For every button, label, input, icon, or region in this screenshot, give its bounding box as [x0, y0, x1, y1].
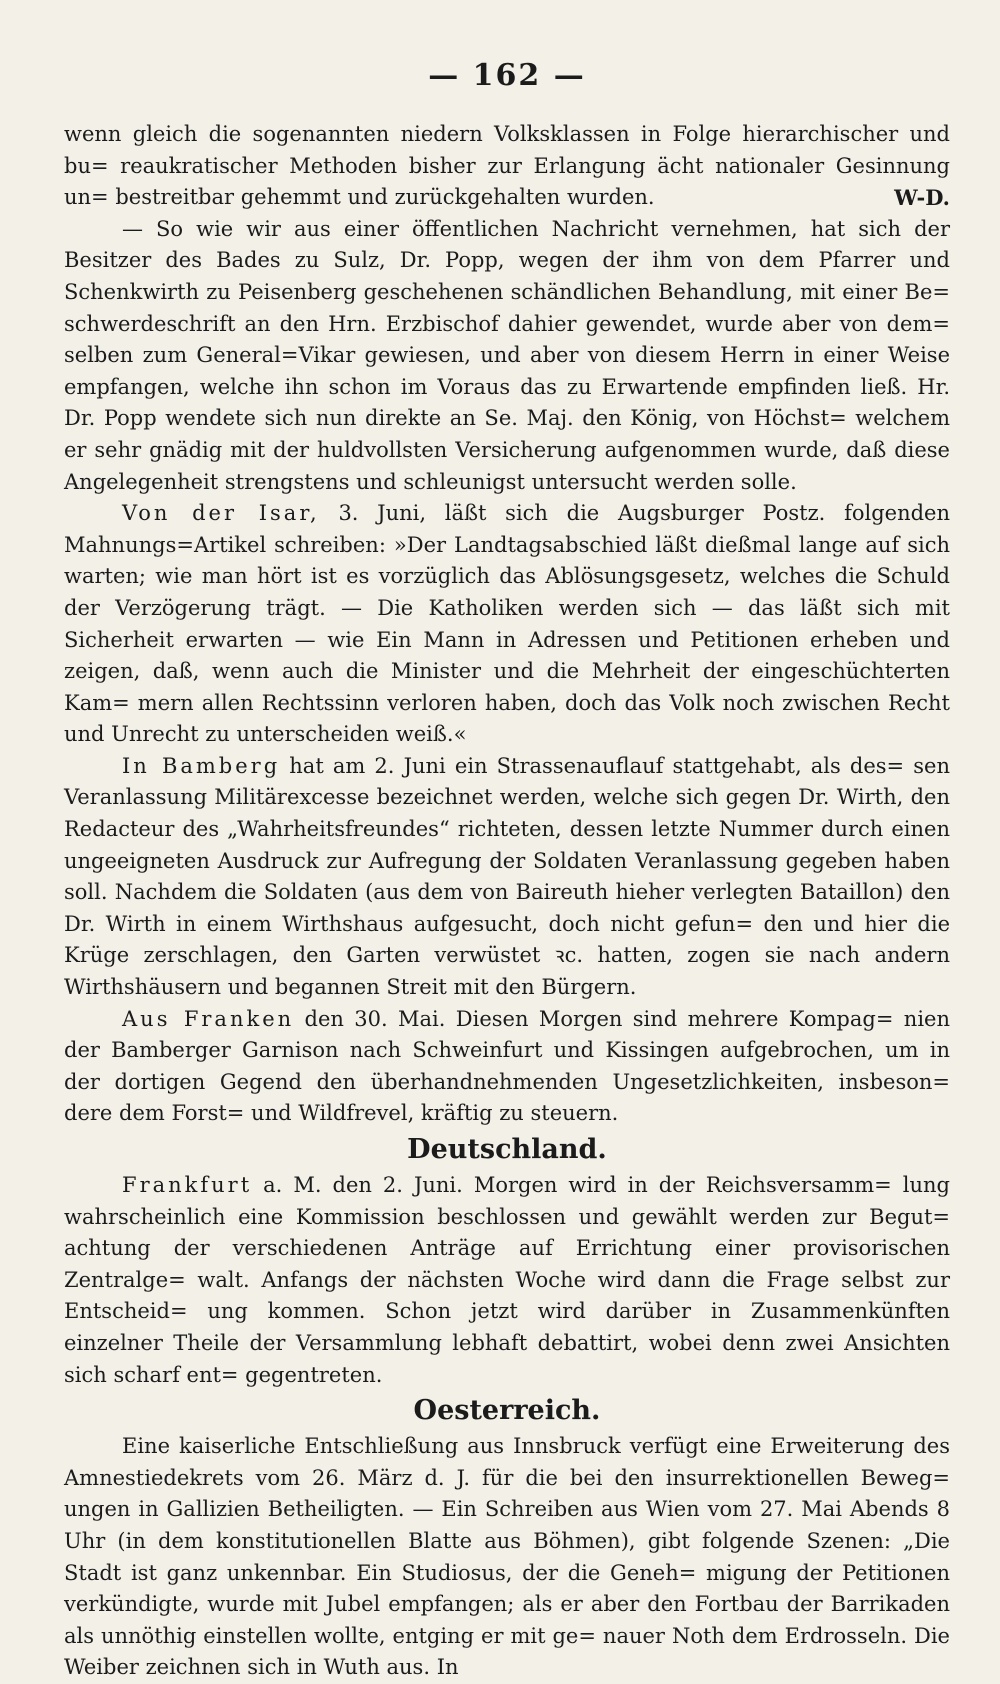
paragraph-continuation	[64, 119, 950, 214]
paragraph-popp	[64, 214, 950, 498]
paragraph-bamberg	[64, 751, 950, 1004]
section-heading-deutschland: Deutschland.	[407, 1134, 607, 1165]
paragraph-text: — So wie wir aus einer öffentlichen Nachricht vernehmen, hat sich der Besitzer des Bades zu Sulz, Dr. Popp, wegen der ihm von dem Pfarrer und Schenkwirth zu Peisenberg geschehenen schändlichen Behandlung, mit einer Be= schwerdeschrift an den Hrn. Erzbischof dahier gewendet, wurde aber von dem= selben zum General=Vikar gewiesen, und aber von diesem Herrn in einer Weise empfangen, welche ihn schon im Voraus das zu Erwartende empfinden ließ. Hr. Dr. Popp wendete sich nun direkte an Se. Maj. den König, von Höchst= welchem er sehr gnädig mit der huldvollsten Versicherung aufgenommen wurde, daß diese Angelegenheit strengstens und schleunigst untersucht werden solle.	[64, 216, 950, 494]
paragraph-oesterreich	[64, 1431, 950, 1684]
paragraph-isar	[64, 498, 950, 751]
dateline: Von der Isar,	[122, 501, 320, 526]
paragraph-frankfurt	[64, 1170, 950, 1391]
section-heading-oesterreich: Oesterreich.	[413, 1395, 601, 1427]
author-signature: W-D.	[894, 185, 950, 211]
paragraph-text: 3. Juni, läßt sich die Augsburger Postz. folgenden Mahnungs=Artikel schreiben: »Der Landtagsabschied läßt dießmal lange auf sich warten; wie man hört ist es vorzüglich das Ablösungsgesetz, welches die Schuld der Verzögerung trägt. — Die Katholiken werden sich — das läßt sich mit Sicherheit erwarten — wie Ein Mann in Adressen und Petitionen erheben und zeigen, daß, wenn auch die Minister und die Mehrheit der eingeschüchterten Kam= mern allen Rechtssinn verloren haben, doch das Volk noch zwischen Recht und Unrecht zu unterscheiden weiß.«	[64, 501, 950, 747]
paragraph-text: Eine kaiserliche Entschließung aus Innsbruck verfügt eine Erweiterung des Amnestiedekrets vom 26. März d. J. für die bei den insurrektionellen Beweg= ungen in Gallizien Betheiligten. — Ein Schreiben aus Wien vom 27. Mai Abends 8 Uhr (in dem konstitutionellen Blatte aus Böhmen), gibt folgende Szenen: „Die Stadt ist ganz unkennbar. Ein Studiosus, der die Geneh= migung der Petitionen verkündigte, wurde mit Jubel empfangen; als er aber den Fortbau der Barrikaden als unnöthig einstellen wollte, entging er mit ge= nauer Noth dem Erdrosseln. Die Weiber zeichnen sich in Wuth aus. In	[64, 1434, 950, 1680]
dateline: In Bamberg	[122, 753, 281, 778]
paragraph-text: wenn gleich die sogenannten niedern Volksklassen in Folge hierarchischer und bu= reaukratischer Methoden bisher zur Erlangung ächt nationaler Gesinnung un= bestreitbar gehemmt und zurückgehalten wurden.	[64, 122, 950, 210]
paragraph-text: hat am 2. Juni ein Strassenauflauf stattgehabt, als des= sen Veranlassung Militärexcesse bezeichnet werden, welche sich gegen Dr. Wirth, den Redacteur des „Wahrheitsfreundes“ richteten, dessen letzte Nummer durch einen ungeeigneten Ausdruck zur Aufregung der Soldaten Veranlassung gegeben haben soll. Nachdem die Soldaten (aus dem von Baireuth hieher verlegten Bataillon) den Dr. Wirth in einem Wirthshaus aufgesucht, doch nicht gefun= den und hier die Krüge zerschlagen, den Garten verwüstet ꝛc. hatten, zogen sie nach andern Wirthshäusern und begannen Streit mit den Bürgern.	[64, 753, 950, 1000]
paragraph-text: den 30. Mai. Diesen Morgen sind mehrere Kompag= nien der Bamberger Garnison nach Schweinfurt und Kissingen aufgebrochen, um in der dortigen Gegend den überhandnehmenden Ungesetzlichkeiten, insbeson= dere dem Forst= und Wildfrevel, kräftig zu steuern.	[64, 1006, 950, 1126]
page-number: — 162 —	[428, 58, 586, 93]
dateline: Frankfurt	[122, 1173, 253, 1197]
dateline: Aus Franken	[122, 1006, 295, 1031]
paragraph-franken	[64, 1004, 950, 1130]
paragraph-text: a. M. den 2. Juni. Morgen wird in der Reichsversamm= lung wahrscheinlich eine Kommission beschlossen und gewählt werden zur Begut= achtung der verschiedenen Anträge auf Errichtung einer provisorischen Zentralge= walt. Anfangs der nächsten Woche wird dann die Frage selbst zur Entscheid= ung kommen. Schon jetzt wird darüber in Zusammenkünften einzelner Theile der Versammlung lebhaft debattirt, wobei denn zwei Ansichten sich scharf ent= gegentreten.	[64, 1173, 950, 1387]
article-body	[64, 119, 950, 1684]
